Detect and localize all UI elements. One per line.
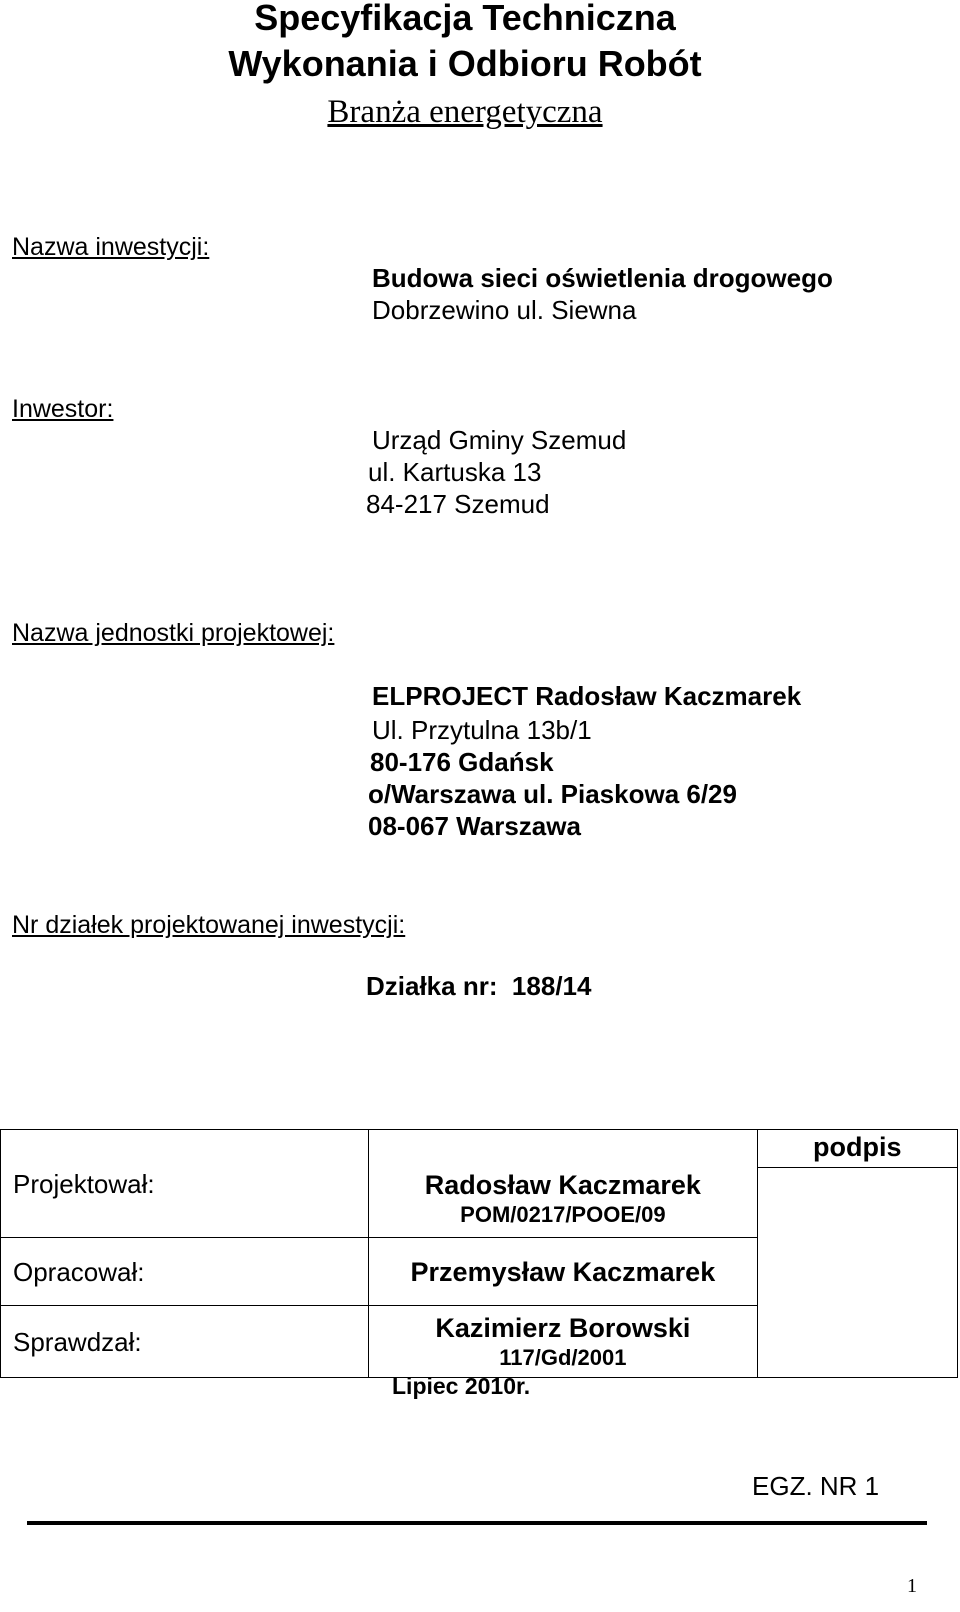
investor-line-2: ul. Kartuska 13 (368, 457, 542, 487)
role-cell-designed: Projektował: (1, 1130, 369, 1238)
investor-label: Inwestor: (12, 395, 114, 423)
plot-number: Działka nr: 188/14 (366, 971, 592, 1001)
document-title-line-2: Wykonania i Odbioru Robót (228, 43, 702, 84)
plots-label: Nr działek projektowanej inwestycji: (12, 911, 406, 939)
design-unit-line-3: 80-176 Gdańsk (370, 747, 554, 777)
design-unit-line-4: o/Warszawa ul. Piaskowa 6/29 (368, 779, 737, 809)
preparer-name: Przemysław Kaczmarek (410, 1256, 716, 1287)
investment-label: Nazwa inwestycji: (12, 233, 210, 261)
investor-line-3: 84-217 Szemud (366, 489, 550, 519)
signature-cell (757, 1168, 958, 1378)
signature-header: podpis (757, 1130, 958, 1168)
role-cell-prepared: Opracował: (1, 1238, 369, 1306)
design-unit-label: Nazwa jednostki projektowej: (12, 619, 335, 647)
design-unit-line-1: ELPROJECT Radosław Kaczmarek (372, 681, 802, 711)
footer-divider (27, 1521, 927, 1525)
document-title-line-1: Specyfikacja Techniczna (254, 0, 676, 38)
name-cell-checked (369, 1306, 757, 1378)
investment-line-2: Dobrzewino ul. Siewna (372, 295, 637, 325)
signature-table (0, 1129, 958, 1378)
name-cell-prepared (369, 1238, 757, 1306)
name-cell-designed (369, 1130, 757, 1238)
page-number: 1 (907, 1575, 917, 1597)
document-date: Lipiec 2010r. (392, 1373, 531, 1399)
investor-line-1: Urząd Gminy Szemud (372, 425, 627, 455)
role-cell-checked: Sprawdzał: (1, 1306, 369, 1378)
investment-line-1: Budowa sieci oświetlenia drogowego (372, 263, 833, 293)
document-subtitle: Branża energetyczna (327, 94, 603, 130)
designer-name: Radosław Kaczmarek (424, 1169, 701, 1200)
design-unit-line-5: 08-067 Warszawa (368, 811, 581, 841)
checker-name: Kazimierz Borowski (435, 1312, 691, 1343)
designer-license: POM/0217/POOE/09 (460, 1201, 666, 1227)
copy-number: EGZ. NR 1 (752, 1471, 880, 1501)
design-unit-line-2: Ul. Przytulna 13b/1 (372, 715, 592, 745)
checker-license: 117/Gd/2001 (499, 1344, 627, 1370)
